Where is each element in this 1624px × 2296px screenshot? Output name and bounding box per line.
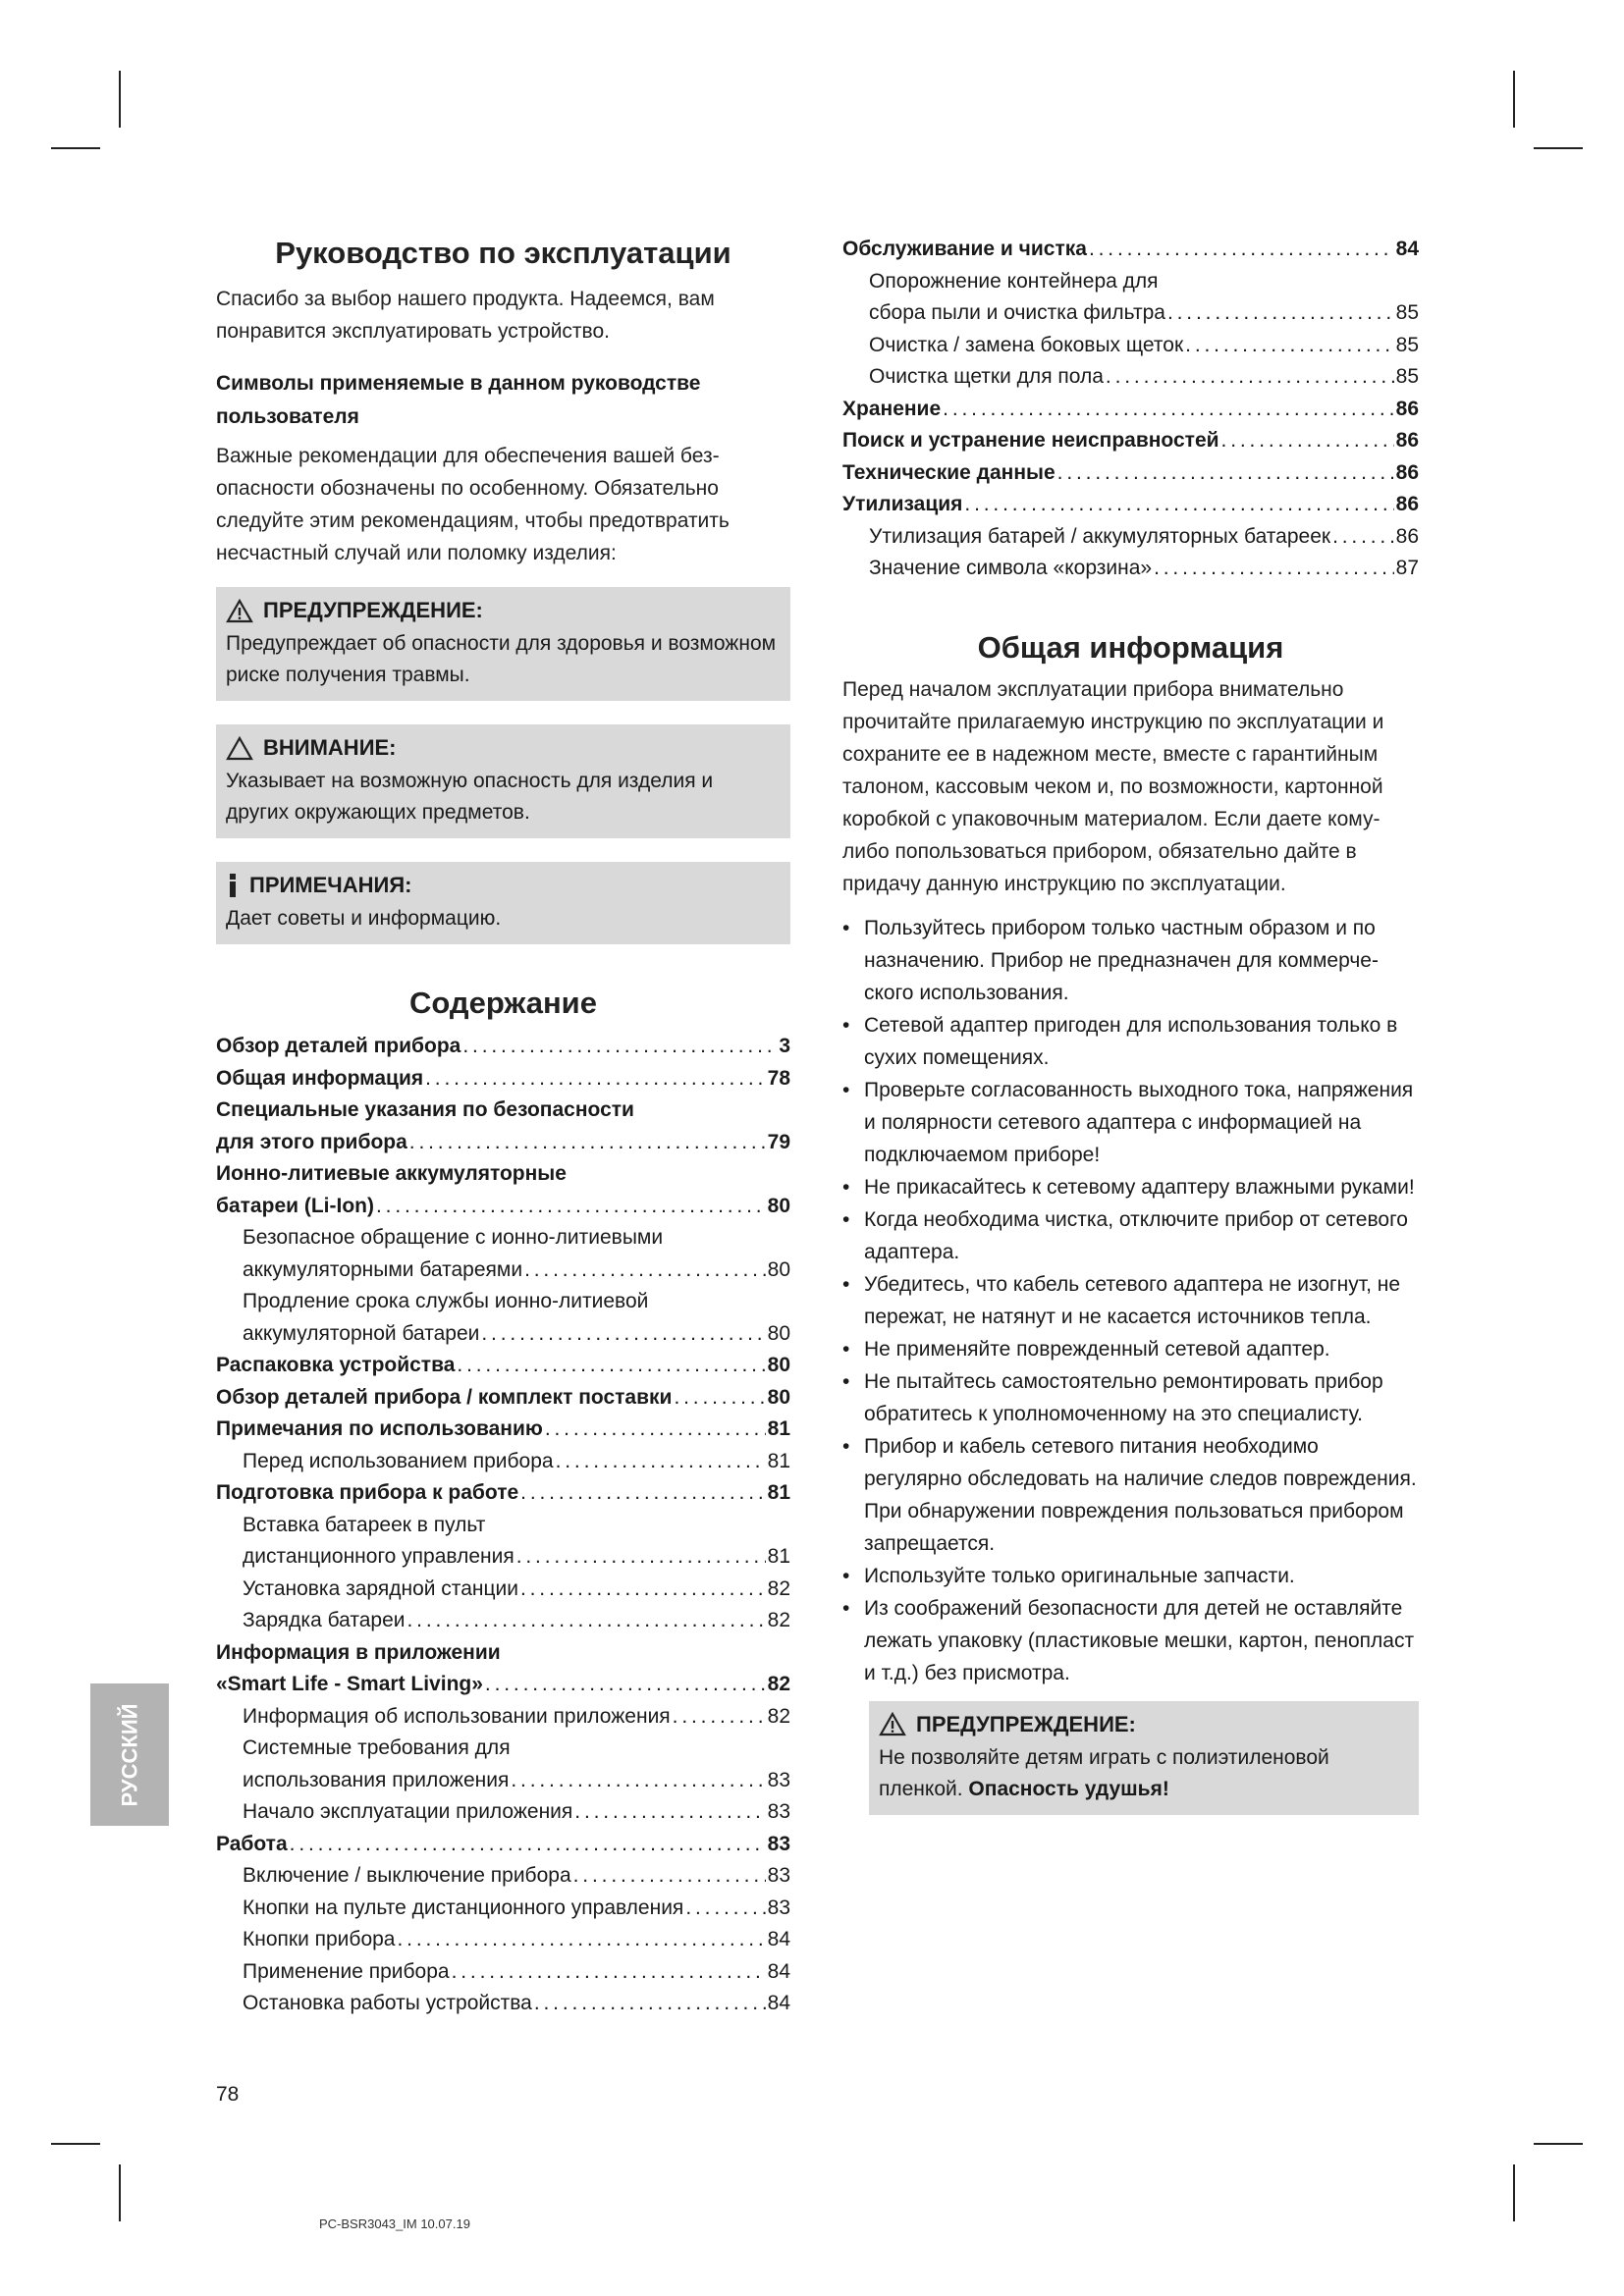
toc-entry[interactable]: Информация об использовании приложения . . . 82 bbox=[216, 1701, 790, 1734]
toc-entry[interactable]: Обзор деталей прибора / комплект поставки . . . 80 bbox=[216, 1382, 790, 1415]
toc-entry[interactable]: Включение / выключение прибора . . . 83 bbox=[216, 1860, 790, 1893]
table-of-contents-continued bbox=[842, 234, 1419, 585]
toc-entry[interactable]: Применение прибора . . . 84 bbox=[216, 1956, 790, 1989]
crop-mark bbox=[119, 2164, 121, 2221]
toc-entry-line[interactable]: Продление срока службы ионно-литиевой bbox=[243, 1290, 649, 1312]
toc-entry[interactable]: Работа . . . 83 bbox=[216, 1829, 790, 1861]
toc-entry[interactable]: использования приложения . . . 83 bbox=[216, 1765, 790, 1797]
toc-entry[interactable]: «Smart Life - Smart Living» . . . 82 bbox=[216, 1669, 790, 1701]
warning-title: ПРЕДУПРЕЖДЕНИЕ: bbox=[916, 1711, 1136, 1736]
toc-entry[interactable]: Технические данные . . . 86 bbox=[842, 457, 1419, 490]
language-tab-label: РУССКИЙ bbox=[117, 1703, 141, 1806]
toc-entry[interactable]: Кнопки на пульте дистанционного управления . . . 83 bbox=[216, 1893, 790, 1925]
note-box bbox=[216, 862, 790, 944]
toc-entry[interactable]: дистанционного управления . . . 81 bbox=[216, 1541, 790, 1574]
toc-entry-line[interactable]: Ионно-литиевые аккумуляторные bbox=[216, 1162, 567, 1185]
toc-entry[interactable]: Очистка щетки для пола . . . 85 bbox=[842, 361, 1419, 394]
toc-entry[interactable]: сбора пыли и очистка фильтра . . . 85 bbox=[842, 297, 1419, 330]
caution-box bbox=[216, 724, 790, 838]
caution-title: ВНИМАНИЕ: bbox=[263, 735, 397, 760]
list-item: • Используйте только оригинальные запчасти. bbox=[842, 1560, 1419, 1592]
toc-entry-line[interactable]: Информация в приложении bbox=[216, 1640, 501, 1664]
caution-triangle-icon bbox=[226, 736, 253, 761]
list-item: • Из соображений безопасности для детей не оставляйте лежать упаковку (пластиковые мешки, картон, пенопласт и т.д.) без присмотра. bbox=[842, 1592, 1419, 1689]
list-item: • Не применяйте поврежденный сетевой адаптер. bbox=[842, 1333, 1419, 1365]
list-item: • Не пытайтесь самостоятельно ремонтировать прибор обратитесь к уполномоченному на это специалисту. bbox=[842, 1365, 1419, 1430]
crop-mark bbox=[1534, 147, 1583, 149]
crop-mark bbox=[51, 2143, 100, 2145]
general-info-text: Перед началом эксплуатации прибора внимательно прочитайте прилагаемую инструкцию по эксплуатации и сохраните ее в надежном месте, вместе с гарантийным талоном, кассовым чеком и, по возможности, картонной коробкой с упаковочным материалом. Если даете кому-либо попользоваться прибором, обязательно дайте в придачу данную инструкцию по эксплуатации. bbox=[842, 677, 1384, 895]
toc-entry[interactable]: Подготовка прибора к работе . . . 81 bbox=[216, 1477, 790, 1510]
note-text: Дает советы и информацию. bbox=[226, 907, 502, 930]
toc-entry-line[interactable]: Опорожнение контейнера для bbox=[869, 269, 1159, 293]
info-icon bbox=[226, 873, 240, 898]
toc-entry[interactable]: Утилизация батарей / аккумуляторных батареек . . . 86 bbox=[842, 521, 1419, 554]
intro-text: Спасибо за выбор нашего продукта. Надеемся, вам понравится эксплуатировать устройство. bbox=[216, 288, 715, 343]
list-item: • Убедитесь, что кабель сетевого адаптера не изогнут, не пережат, не натянут и не касается источников тепла. bbox=[842, 1268, 1419, 1333]
crop-mark bbox=[51, 147, 100, 149]
warning-title: ПРЕДУПРЕЖДЕНИЕ: bbox=[263, 598, 483, 622]
warning-text: Не позволяйте детям играть с полиэтиленовой пленкой. bbox=[879, 1745, 1329, 1800]
toc-entry[interactable]: Начало эксплуатации приложения . . . 83 bbox=[216, 1796, 790, 1829]
toc-entry[interactable]: Примечания по использованию . . . 81 bbox=[216, 1414, 790, 1446]
warning-emphasis: Опасность удушья! bbox=[968, 1777, 1169, 1800]
toc-entry[interactable]: Общая информация . . . 78 bbox=[216, 1063, 790, 1095]
crop-mark bbox=[1513, 71, 1515, 128]
symbols-text: Важные рекомендации для обеспечения вашей безопасности обозначены по особенному. Обязательно следуйте этим рекомендациям, чтобы предотвратить несчастный случай или поломку изделия: bbox=[216, 445, 730, 564]
toc-entry[interactable]: Перед использованием прибора . . . 81 bbox=[216, 1446, 790, 1478]
table-of-contents bbox=[216, 1031, 790, 2020]
warning-box-suffocation bbox=[869, 1701, 1419, 1815]
symbols-heading: Символы применяемые в данном руководстве пользователя bbox=[216, 372, 701, 428]
toc-entry[interactable]: Поиск и устранение неисправностей . . . 86 bbox=[842, 425, 1419, 457]
toc-entry-line[interactable]: Специальные указания по безопасности bbox=[216, 1098, 634, 1121]
warning-triangle-icon bbox=[226, 599, 253, 623]
language-tab bbox=[90, 1683, 169, 1826]
list-item: • Проверьте согласованность выходного тока, напряжения и полярности сетевого адаптера с информацией на подключаемом приборе! bbox=[842, 1074, 1419, 1171]
safety-bullet-list bbox=[842, 912, 1419, 1689]
list-item: • Не прикасайтесь к сетевому адаптеру влажными руками! bbox=[842, 1171, 1419, 1203]
toc-entry[interactable]: Остановка работы устройства . . . 84 bbox=[216, 1988, 790, 2020]
right-column bbox=[842, 234, 1419, 1839]
caution-text: Указывает на возможную опасность для изделия и других окружающих предметов. bbox=[226, 770, 714, 824]
crop-mark bbox=[119, 71, 121, 128]
list-item: • Пользуйтесь прибором только частным образом и по назначению. Прибор не предназначен для коммерческого использования. bbox=[842, 912, 1419, 1009]
crop-mark bbox=[1534, 2143, 1583, 2145]
toc-entry[interactable]: Установка зарядной станции . . . 82 bbox=[216, 1574, 790, 1606]
page-number: 78 bbox=[216, 2083, 240, 2106]
toc-entry[interactable]: аккумуляторной батареи . . . 80 bbox=[216, 1318, 790, 1351]
toc-entry[interactable]: Обслуживание и чистка . . . 84 bbox=[842, 234, 1419, 266]
footer-code: PC-BSR3043_IM 10.07.19 bbox=[319, 2216, 470, 2231]
list-item: • Сетевой адаптер пригоден для использования только в сухих помещениях. bbox=[842, 1009, 1419, 1074]
toc-entry[interactable]: Зарядка батареи . . . 82 bbox=[216, 1605, 790, 1637]
toc-entry[interactable]: Обзор деталей прибора . . . 3 bbox=[216, 1031, 790, 1063]
manual-title: Руководство по эксплуатации bbox=[275, 236, 731, 270]
toc-entry[interactable]: батареи (Li-Ion) . . . 80 bbox=[216, 1191, 790, 1223]
warning-text: Предупреждает об опасности для здоровья и возможном риске получения травмы. bbox=[226, 632, 777, 686]
toc-entry[interactable]: Кнопки прибора . . . 84 bbox=[216, 1924, 790, 1956]
warning-box bbox=[216, 587, 790, 701]
general-info-title: Общая информация bbox=[977, 629, 1284, 665]
warning-triangle-icon bbox=[879, 1712, 906, 1736]
toc-entry[interactable]: Очистка / замена боковых щеток . . . 85 bbox=[842, 330, 1419, 362]
toc-entry[interactable]: Утилизация . . . 86 bbox=[842, 489, 1419, 521]
toc-entry-line[interactable]: Вставка батареек в пульт bbox=[243, 1513, 486, 1536]
note-title: ПРИМЕЧАНИЯ: bbox=[249, 873, 412, 897]
toc-entry[interactable]: Хранение . . . 86 bbox=[842, 394, 1419, 426]
toc-entry-line[interactable]: Безопасное обращение с ионно-литиевыми bbox=[243, 1226, 664, 1249]
toc-entry[interactable]: Распаковка устройства . . . 80 bbox=[216, 1350, 790, 1382]
toc-entry[interactable]: для этого прибора . . . 79 bbox=[216, 1127, 790, 1159]
toc-title: Содержание bbox=[409, 986, 597, 1020]
list-item: • Прибор и кабель сетевого питания необходимо регулярно обследовать на наличие следов повреждения. При обнаружении повреждения пользоваться прибором запрещается. bbox=[842, 1430, 1419, 1560]
toc-entry[interactable]: аккумуляторными батареями . . . 80 bbox=[216, 1255, 790, 1287]
toc-entry[interactable]: Значение символа «корзина» . . . 87 bbox=[842, 553, 1419, 585]
crop-mark bbox=[1513, 2164, 1515, 2221]
list-item: • Когда необходима чистка, отключите прибор от сетевого адаптера. bbox=[842, 1203, 1419, 1268]
left-column bbox=[216, 234, 790, 2020]
toc-entry-line[interactable]: Системные требования для bbox=[243, 1736, 511, 1759]
